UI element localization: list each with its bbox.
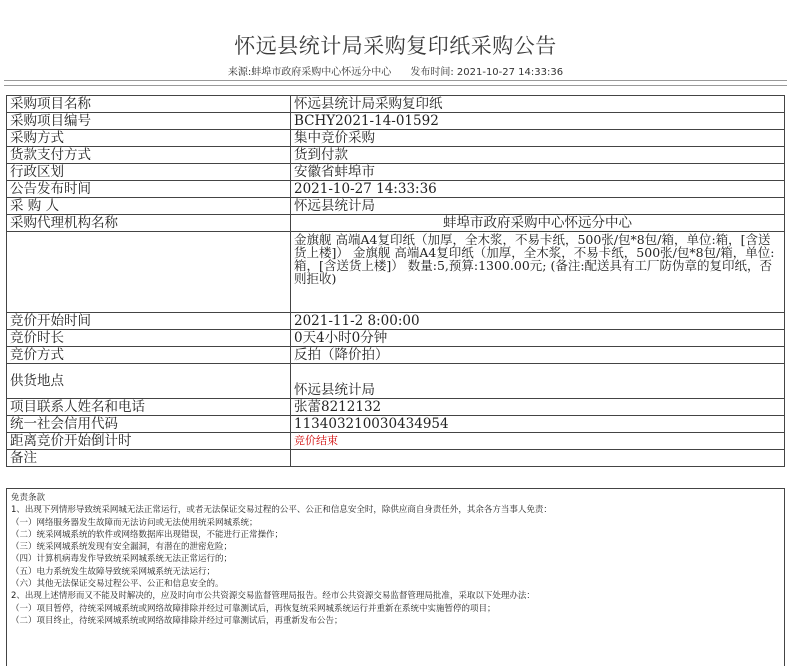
row-label: 采购项目编号 (7, 113, 291, 130)
table-row (7, 181, 785, 198)
row-value: 怀远县统计局 (291, 198, 785, 215)
row-label: 采购方式 (7, 130, 291, 147)
row-value: 怀远县统计局采购复印纸 (291, 96, 785, 113)
table-row (7, 215, 785, 232)
divider-top (4, 80, 787, 81)
info-table (6, 95, 785, 467)
row-value: 货到付款 (291, 147, 785, 164)
row-value: 怀远县统计局 (291, 364, 785, 399)
item-description: 金旗舰 高端A4复印纸（加厚，全木浆，不易卡纸，500张/包*8包/箱，单位:箱，[含送货上楼]） 金旗舰 高端A4复印纸（加厚，全木浆，不易卡纸，500张/包*8包/箱，单位:箱，[含送货上楼]） 数量:5,预算:1300.00元; (备注:配送具有工厂防伪章的复印纸，否则拒收) (291, 232, 785, 313)
disclaimer-section (6, 488, 785, 666)
row-value: 0天4小时0分钟 (291, 330, 785, 347)
row-label: 备注 (7, 450, 291, 467)
source-text: 来源:蚌埠市政府采购中心怀远分中心 (227, 67, 392, 78)
row-label: 采购代理机构名称 (7, 215, 291, 232)
table-row (7, 347, 785, 364)
row-label: 竞价开始时间 (7, 313, 291, 330)
table-row (7, 364, 785, 399)
table-row (7, 164, 785, 181)
row-label: 采购项目名称 (7, 96, 291, 113)
table-row (7, 399, 785, 416)
row-value: BCHY2021-14-01592 (291, 113, 785, 130)
countdown-status: 竞价结束 (291, 433, 785, 450)
row-label: 竞价方式 (7, 347, 291, 364)
disclaimer-line: （四）计算机病毒发作导致统采网城系统无法正常运行的； (11, 554, 233, 565)
table-row (7, 198, 785, 215)
row-value (291, 450, 785, 467)
disclaimer-line: （五）电力系统发生故障导致统采网城系统无法运行； (11, 566, 216, 577)
disclaimer-line: （一）项目暂停，待统采网城系统或网络故障排除并经过可靠测试后，再恢复统采网城系统运行并重新在系统中实施暂停的项目； (11, 603, 496, 614)
disclaimer-line: 2、出现上述情形而又不能及时解决的，应及时向市公共资源交易监督管理局报告。经市公共资源交易监督管理局批准，采取以下处理办法： (11, 591, 535, 602)
disclaimer-line: （二）项目终止，待统采网城系统或网络故障排除并经过可靠测试后，再重新发布公告； (11, 615, 343, 626)
row-label: 公告发布时间 (7, 181, 291, 198)
row-label: 距离竞价开始倒计时 (7, 433, 291, 450)
table-row (7, 416, 785, 433)
table-row (7, 232, 785, 313)
disclaimer-line: （二）统采网城系统的软件或网络数据库出现错误，不能进行正常操作； (11, 529, 284, 540)
row-value: 2021-11-2 8:00:00 (291, 313, 785, 330)
publish-time-text: 发布时间: 2021-10-27 14:33:36 (410, 67, 564, 78)
row-value: 张蕾8212132 (291, 399, 785, 416)
table-row (7, 433, 785, 450)
disclaimer-line: （一）网络服务器发生故障而无法访问或无法使用统采网城系统； (11, 517, 258, 528)
row-label: 采 购 人 (7, 198, 291, 215)
disclaimer-line: （六）其他无法保证交易过程公平、公正和信息安全的。 (11, 579, 224, 590)
row-value: 蚌埠市政府采购中心怀远分中心 (291, 215, 785, 232)
row-label: 行政区划 (7, 164, 291, 181)
row-label: 项目联系人姓名和电话 (7, 399, 291, 416)
table-row (7, 113, 785, 130)
table-row (7, 96, 785, 113)
table-row (7, 313, 785, 330)
meta-line (0, 63, 791, 78)
row-label: 供货地点 (7, 364, 291, 399)
table-row (7, 450, 785, 467)
divider-bottom (4, 85, 787, 86)
row-value: 2021-10-27 14:33:36 (291, 181, 785, 198)
row-value: 反拍（降价拍） (291, 347, 785, 364)
table-row (7, 330, 785, 347)
row-label: 统一社会信用代码 (7, 416, 291, 433)
table-row (7, 130, 785, 147)
disclaimer-line: （三）统采网城系统发现有安全漏洞，有潜在的泄密危险； (11, 542, 233, 553)
row-value: 11340321003043495​4 (291, 416, 785, 433)
row-label (7, 232, 291, 313)
page-title: 怀远县统计局采购复印纸采购公告 (234, 34, 557, 58)
row-value: 集中竞价采购 (291, 130, 785, 147)
row-label: 竞价时长 (7, 330, 291, 347)
disclaimer-line: 1、出现下列情形导致统采网城无法正常运行，或者无法保证交易过程的公平、公正和信息安全时，除供应商自身责任外，其余各方当事人免责： (11, 505, 552, 516)
row-value: 安徽省蚌埠市 (291, 164, 785, 181)
disclaimer-heading: 免责条款 (11, 493, 46, 503)
row-label: 货款支付方式 (7, 147, 291, 164)
table-row (7, 147, 785, 164)
